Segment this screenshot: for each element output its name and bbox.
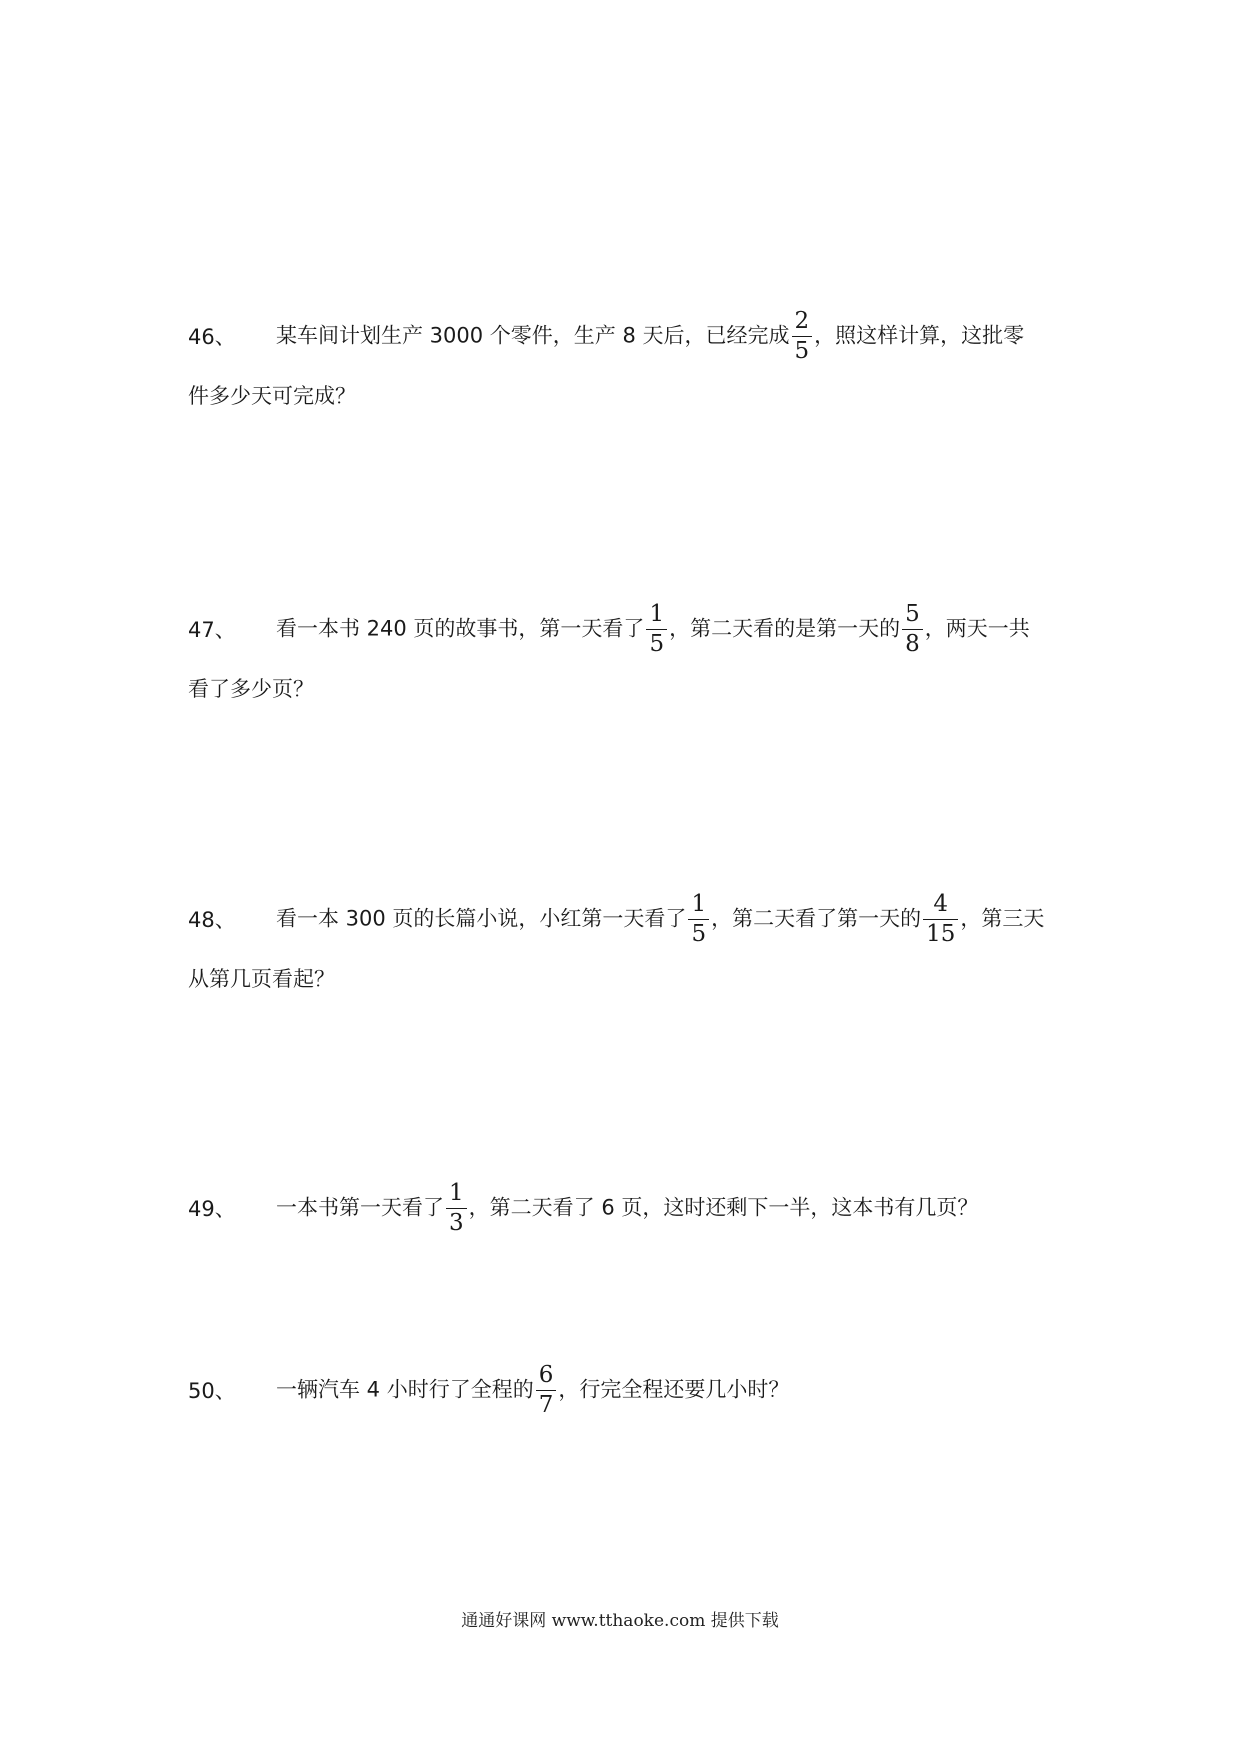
text-segment: ，第二天看了 6 页，这时还剩下一半，这本书有几页？: [468, 1195, 979, 1219]
text-segment: ，第二天看了第一天的: [711, 906, 922, 930]
fraction-numerator: 1: [649, 600, 665, 627]
fraction-numerator: 5: [905, 600, 920, 627]
fraction-numerator: 1: [449, 1179, 464, 1206]
text-segment: ，照这样计算，这批零: [814, 323, 1025, 347]
fraction: [902, 600, 923, 657]
text-segment: ，行完全程还要几小时？: [558, 1377, 790, 1401]
problem-text: [276, 600, 1030, 657]
fraction-denominator: 3: [446, 1208, 467, 1235]
problem-text: [276, 307, 1025, 364]
fraction-denominator: 8: [902, 629, 923, 656]
fraction-denominator: 5: [688, 919, 709, 946]
text-segment: 一辆汽车 4 小时行了全程的: [276, 1377, 534, 1401]
problem-46: [188, 306, 1068, 416]
fraction: [446, 1179, 467, 1236]
fraction-denominator: 5: [792, 336, 813, 363]
text-segment: ，第三天: [960, 906, 1045, 930]
problem-49: [188, 1178, 1068, 1238]
text-segment: 看一本书 240 页的故事书，第一天看了: [276, 616, 645, 640]
problem-number: 50、: [188, 1379, 236, 1403]
fraction: [536, 1361, 557, 1418]
problem-continuation: 从第几页看起？: [188, 967, 335, 991]
fraction: [688, 890, 709, 947]
problem-text: [276, 1361, 790, 1418]
problem-47: [188, 599, 1068, 709]
fraction-numerator: 6: [538, 1361, 554, 1388]
fraction-denominator: 7: [536, 1390, 557, 1417]
problem-48: [188, 889, 1068, 999]
fraction: [923, 890, 958, 947]
fraction: [792, 307, 813, 364]
text-segment: 看一本 300 页的长篇小说，小红第一天看了: [276, 906, 687, 930]
problem-number: 47、: [188, 618, 236, 642]
problem-text: [276, 890, 1045, 947]
problem-text: [276, 1179, 979, 1236]
problem-50: [188, 1360, 1068, 1420]
problem-number: 49、: [188, 1197, 236, 1221]
problem-number: 46、: [188, 325, 236, 349]
text-segment: 某车间计划生产 3000 个零件，生产 8 天后，已经完成: [276, 323, 790, 347]
fraction-denominator: 5: [646, 629, 667, 656]
fraction-numerator: 4: [933, 890, 949, 917]
text-segment: ，两天一共: [924, 616, 1030, 640]
fraction-numerator: 1: [691, 890, 707, 917]
fraction-numerator: 2: [794, 307, 810, 334]
text-segment: ，第二天看的是第一天的: [669, 616, 901, 640]
problem-continuation: 看了多少页？: [188, 677, 314, 701]
text-segment: 一本书第一天看了: [276, 1195, 444, 1219]
fraction: [646, 600, 667, 657]
problem-continuation: 件多少天可完成？: [188, 384, 356, 408]
problem-number: 48、: [188, 908, 236, 932]
page-footer: 通通好课网 www.tthaoke.com 提供下载: [461, 1611, 779, 1631]
fraction-denominator: 15: [923, 919, 958, 946]
